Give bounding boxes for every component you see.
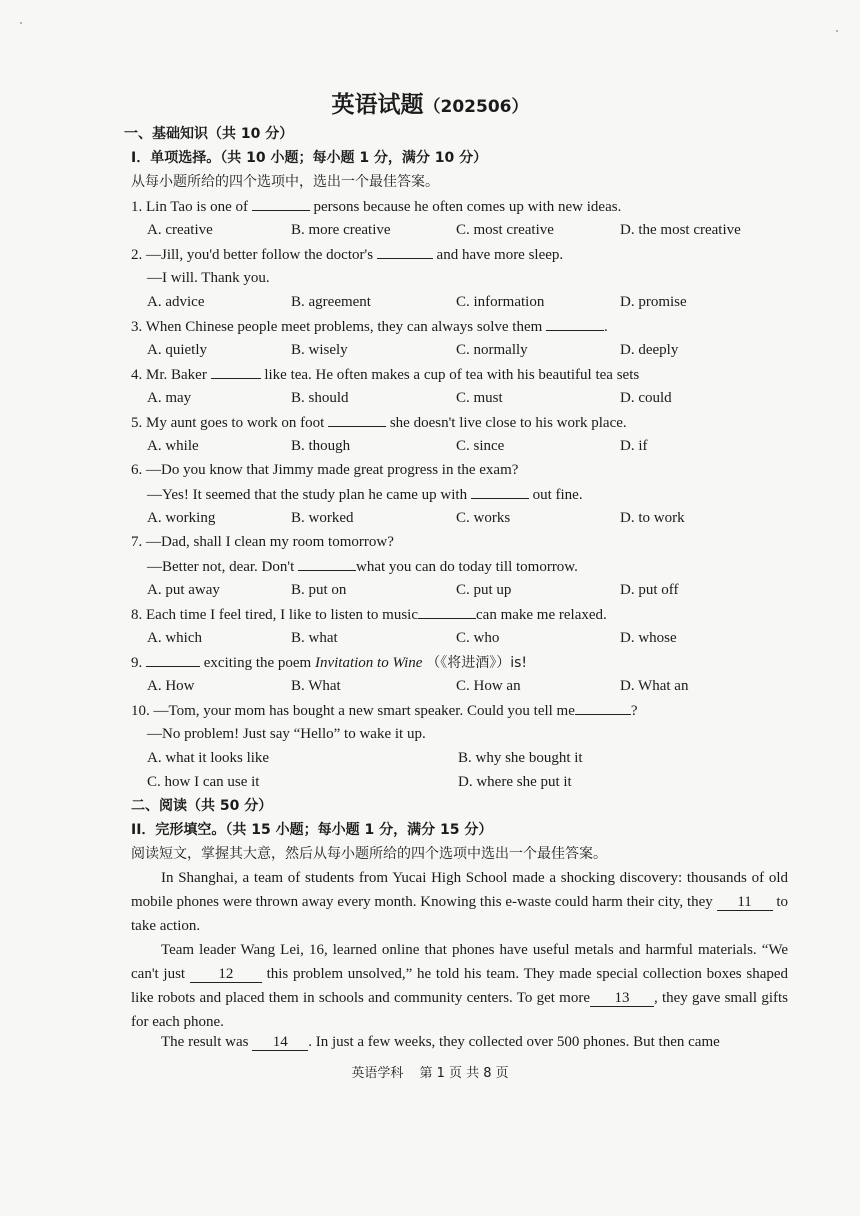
option-d: D. deeply: [620, 342, 679, 358]
question-4: 4. Mr. Baker like tea. He often makes a cup of tea with his beautiful tea sets: [131, 364, 639, 385]
question-6: 6. —Do you know that Jimmy made great progress in the exam?: [131, 462, 519, 478]
question-3: 3. When Chinese people meet problems, they can always solve them .: [131, 316, 608, 337]
option-c: C. who: [456, 630, 500, 646]
option-d: D. whose: [620, 630, 677, 646]
answer-blank: [328, 412, 386, 427]
cloze-blank-14: 14: [252, 1034, 308, 1051]
option-c: C. information: [456, 294, 545, 310]
title-main: 英语试题: [331, 92, 424, 118]
question-7-reply: —Better not, dear. Don't what you can do today till tomorrow.: [147, 556, 578, 577]
option-c: C. How an: [456, 678, 521, 694]
scan-speck: [836, 30, 838, 32]
option-b: B. worked: [291, 510, 354, 526]
option-d: D. if: [620, 438, 648, 454]
answer-blank: [377, 244, 433, 259]
option-d: D. could: [620, 390, 672, 406]
option-a: A. what it looks like: [147, 750, 270, 766]
answer-blank: [575, 700, 631, 715]
option-c: C. works: [456, 510, 511, 526]
option-b: B. more creative: [291, 222, 391, 238]
answer-blank: [211, 364, 261, 379]
part2-heading: II．完形填空。（共 15 小题；每小题 1 分，满分 15 分）: [131, 822, 493, 838]
passage-paragraph-1: In Shanghai, a team of students from Yucai High School made a shocking discovery: thousands of old mobile phones were thrown away every month. Knowing this e-waste could harm their city, they 11 to take action.: [131, 870, 789, 934]
option-d: D. the most creative: [620, 222, 741, 238]
option-b: B. what: [291, 630, 338, 646]
question-8: 8. Each time I feel tired, I like to listen to music can make me relaxed.: [131, 604, 607, 625]
option-c: C. since: [456, 438, 505, 454]
answer-blank: [298, 556, 356, 571]
option-a: A. advice: [147, 294, 205, 310]
part1-heading: I．单项选择。（共 10 小题；每小题 1 分，满分 10 分）: [131, 150, 488, 166]
part1-instruction: 从每小题所给的四个选项中，选出一个最佳答案。: [131, 174, 439, 190]
cloze-blank-13: 13: [590, 990, 654, 1007]
answer-blank: [252, 196, 310, 211]
option-a: A. working: [147, 510, 216, 526]
option-a: A. which: [147, 630, 202, 646]
question-2-reply: —I will. Thank you.: [147, 270, 270, 286]
option-b: B. why she bought it: [458, 750, 583, 766]
question-5: 5. My aunt goes to work on foot she doesn't live close to his work place.: [131, 412, 627, 433]
option-c: C. how I can use it: [147, 774, 260, 790]
option-c: C. must: [456, 390, 503, 406]
option-b: B. wisely: [291, 342, 348, 358]
option-b: B. agreement: [291, 294, 371, 310]
option-d: D. to work: [620, 510, 685, 526]
option-c: C. normally: [456, 342, 528, 358]
option-b: B. What: [291, 678, 341, 694]
question-10: 10. —Tom, your mom has bought a new smart speaker. Could you tell me ?: [131, 700, 638, 721]
option-a: A. quietly: [147, 342, 207, 358]
part2-instruction: 阅读短文，掌握其大意，然后从每小题所给的四个选项中选出一个最佳答案。: [131, 846, 607, 862]
footer-subject: 英语学科: [351, 1066, 404, 1081]
answer-blank: [146, 652, 200, 667]
question-9: 9. exciting the poem Invitation to Wine （《将进酒》）is!: [131, 652, 527, 673]
answer-blank: [418, 604, 476, 619]
option-b: B. should: [291, 390, 349, 406]
page-footer: [0, 1062, 860, 1081]
cloze-blank-11: 11: [717, 894, 773, 911]
option-a: A. while: [147, 438, 199, 454]
poem-title: Invitation to Wine: [314, 655, 423, 671]
footer-page-number: 第 1 页 共 8 页: [419, 1066, 509, 1081]
option-b: B. put on: [291, 582, 347, 598]
answer-blank: [546, 316, 604, 331]
section1-heading: 一、基础知识（共 10 分）: [124, 126, 294, 142]
option-b: B. though: [291, 438, 351, 454]
exam-title: [0, 86, 860, 119]
question-2: 2. —Jill, you'd better follow the doctor's and have more sleep.: [131, 244, 563, 265]
option-c: C. put up: [456, 582, 512, 598]
section2-heading: 二、阅读（共 50 分）: [131, 798, 273, 814]
answer-blank: [471, 484, 529, 499]
title-code: （202506）: [423, 97, 529, 117]
option-a: A. may: [147, 390, 192, 406]
option-a: A. creative: [147, 222, 213, 238]
option-d: D. where she put it: [458, 774, 572, 790]
question-7: 7. —Dad, shall I clean my room tomorrow?: [131, 534, 394, 550]
question-6-reply: —Yes! It seemed that the study plan he came up with out fine.: [147, 484, 583, 505]
cloze-blank-12: 12: [190, 966, 262, 983]
passage-paragraph-2: Team leader Wang Lei, 16, learned online that phones have useful metals and harmful materials. “We can't just 12 this problem unsolved,” he told his team. They made special collection boxes shaped like robots and placed them in schools and community centers. To get more 13 , they gave small gifts for each phone.: [131, 942, 789, 1030]
option-d: D. promise: [620, 294, 687, 310]
option-d: D. What an: [620, 678, 689, 694]
passage-paragraph-3: The result was 14 . In just a few weeks, they collected over 500 phones. But then came: [161, 1034, 720, 1050]
option-a: A. How: [147, 678, 195, 694]
option-a: A. put away: [147, 582, 220, 598]
question-10-reply: —No problem! Just say “Hello” to wake it up.: [147, 726, 426, 742]
scan-speck: [20, 22, 22, 24]
option-c: C. most creative: [456, 222, 554, 238]
option-d: D. put off: [620, 582, 679, 598]
question-1: 1. Lin Tao is one of persons because he often comes up with new ideas.: [131, 196, 621, 217]
